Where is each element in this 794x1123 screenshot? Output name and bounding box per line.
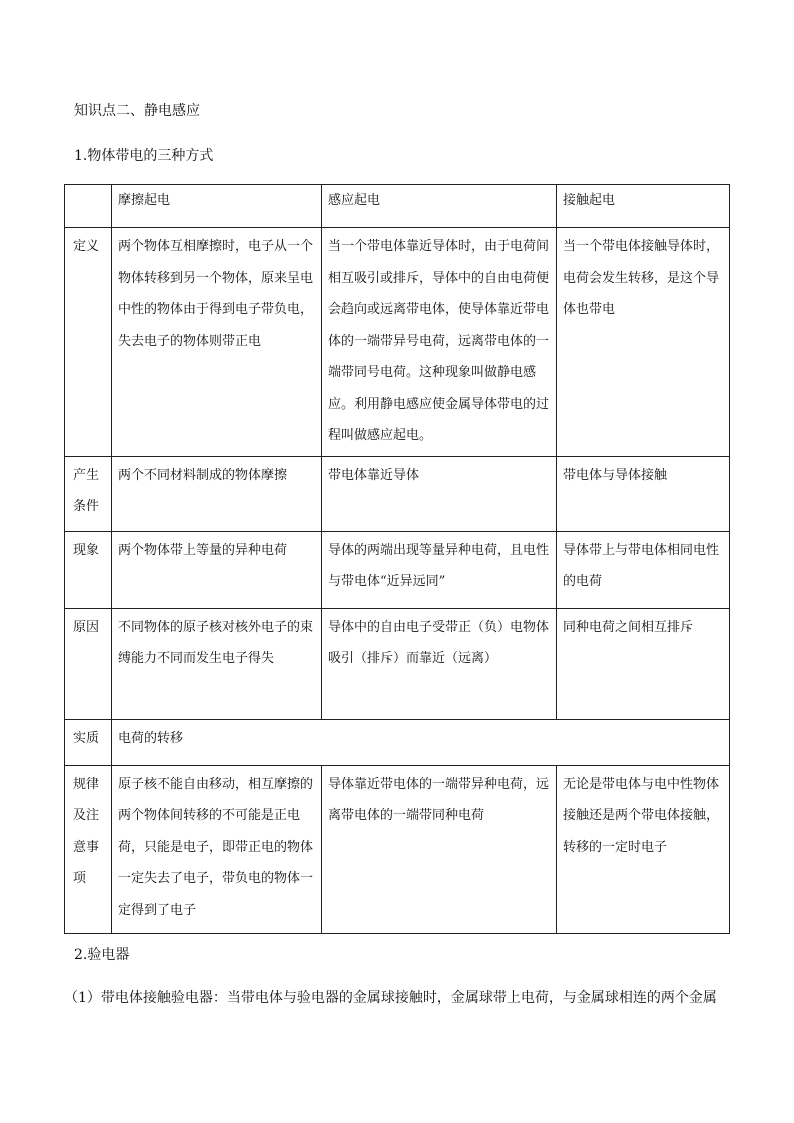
cell-contact: 无论是带电体与电中性物体接触还是两个带电体接触，转移的一定时电子	[557, 765, 730, 933]
header-cell-contact: 接触起电	[557, 185, 730, 228]
cell-friction: 两个物体带上等量的异种电荷	[112, 531, 322, 608]
cell-induction: 当一个带电体靠近导体时，由于电荷间相互吸引或排斥，导体中的自由电荷便会趋向或远离带电体，使导体靠近带电体的一端带异号电荷，远离带电体的一端带同号电荷。这种现象叫做静电感应。利用静电感应使金属导体带电的过程叫做感应起电。	[322, 228, 557, 457]
row-label: 产生条件	[65, 456, 112, 531]
cell-friction: 不同物体的原子核对核外电子的束缚能力不同而发生电子得失	[112, 608, 322, 719]
row-label: 定义	[65, 228, 112, 457]
cell-friction: 两个不同材料制成的物体摩擦	[112, 456, 322, 531]
section-title-electroscope: 2.验电器	[74, 947, 130, 963]
cell-contact: 同种电荷之间相互排斥	[557, 608, 730, 719]
table-row-phenomenon	[65, 531, 730, 608]
section-title-charging-methods: 1.物体带电的三种方式	[74, 148, 214, 164]
cell-contact: 当一个带电体接触导体时，电荷会发生转移，是这个导体也带电	[557, 228, 730, 457]
header-cell-induction: 感应起电	[322, 185, 557, 228]
cell-contact: 带电体与导体接触	[557, 456, 730, 531]
row-label: 原因	[65, 608, 112, 719]
table-row-essence	[65, 719, 730, 765]
row-label: 实质	[65, 719, 112, 765]
table-row-condition	[65, 456, 730, 531]
table-row-definition	[65, 228, 730, 457]
cell-friction: 两个物体互相摩擦时，电子从一个物体转移到另一个物体，原来呈电中性的物体由于得到电子带负电，失去电子的物体则带正电	[112, 228, 322, 457]
cell-friction: 原子核不能自由移动，相互摩擦的两个物体间转移的不可能是正电荷，只能是电子，即带正电的物体一定失去了电子，带负电的物体一定得到了电子	[112, 765, 322, 933]
row-label: 现象	[65, 531, 112, 608]
cell-contact: 导体带上与带电体相同电性的电荷	[557, 531, 730, 608]
paragraph-electroscope-contact: （1）带电体接触验电器：当带电体与验电器的金属球接触时，金属球带上电荷，与金属球相连的两个金属	[64, 990, 717, 1006]
table-row-rules	[65, 765, 730, 933]
cell-induction: 导体靠近带电体的一端带异种电荷，远离带电体的一端带同种电荷	[322, 765, 557, 933]
table-row-cause	[65, 608, 730, 719]
header-cell-blank	[65, 185, 112, 228]
cell-merged-essence: 电荷的转移	[112, 719, 730, 765]
cell-induction: 导体的两端出现等量异种电荷，且电性与带电体“近异远同”	[322, 531, 557, 608]
row-label: 规律及注意事项	[65, 765, 112, 933]
header-cell-friction: 摩擦起电	[112, 185, 322, 228]
table-header-row	[65, 185, 730, 228]
cell-induction: 带电体靠近导体	[322, 456, 557, 531]
page-heading: 知识点二、静电感应	[74, 103, 200, 119]
cell-induction: 导体中的自由电子受带正（负）电物体吸引（排斥）而靠近（远离）	[322, 608, 557, 719]
charging-methods-table	[64, 184, 730, 934]
